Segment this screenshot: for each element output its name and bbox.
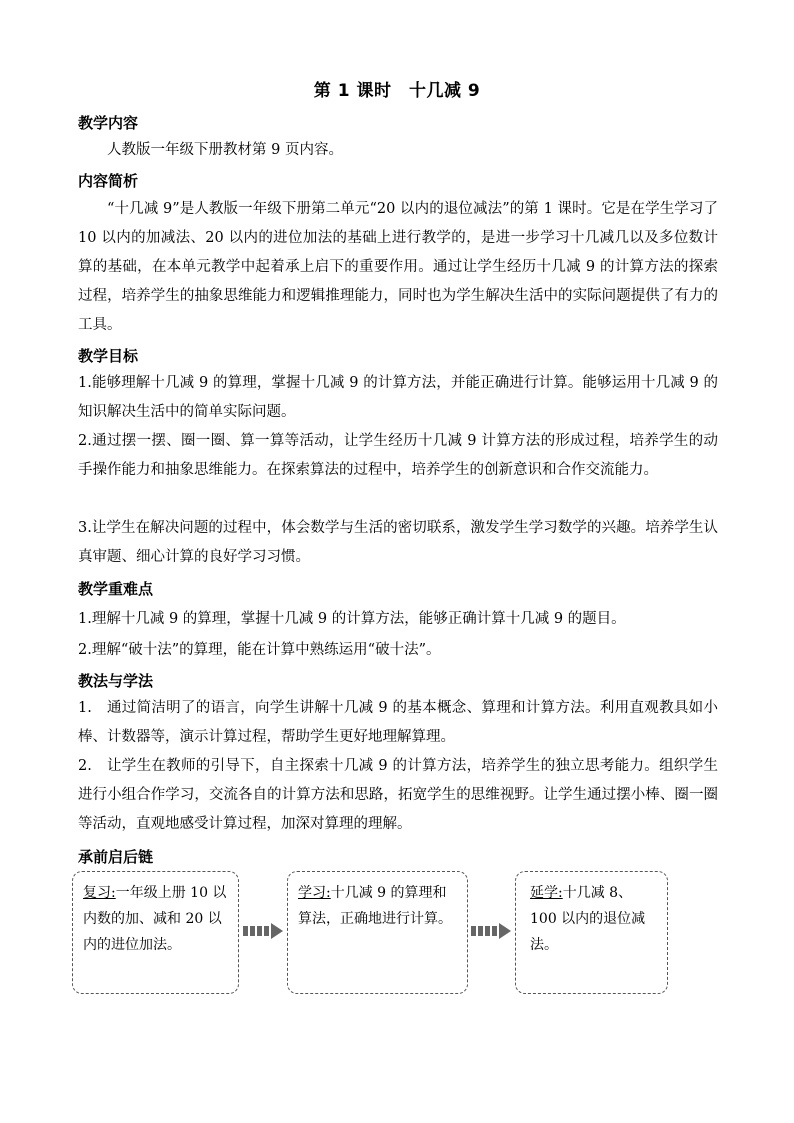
method-item-1: 1. 通过简洁明了的语言，向学生讲解十几减 9 的基本概念、算理和计算方法。利用直观教具如小棒、计数器等，演示计算过程，帮助学生更好地理解算理。 <box>78 700 718 745</box>
review-label: 复习: <box>83 885 116 901</box>
heading-methods: 教法与学法 <box>78 672 154 690</box>
extend-text: 十几减 8、100 以内的退位减法。 <box>530 885 646 953</box>
goal-item-2: 2.通过摆一摆、圈一圈、算一算等活动，让学生经历十几减 9 计算方法的形成过程，培养学生的动手操作能力和抽象思维能力。在探索算法的过程中，培养学生的创新意识和合作交流能力。 <box>78 433 718 478</box>
heading-analysis: 内容简析 <box>78 172 139 190</box>
link-box-review <box>72 871 239 994</box>
key-point-1: 1.理解十几减 9 的算理，掌握十几减 9 的计算方法，能够正确计算十几减 9 的题目。 <box>78 611 626 627</box>
extend-label: 延学: <box>530 885 563 901</box>
arrow-icon <box>243 923 287 939</box>
method-item-2: 2. 让学生在教师的引导下，自主探索十几减 9 的计算方法，培养学生的独立思考能力。组织学生进行小组合作学习，交流各自的计算方法和思路，拓宽学生的思维视野。让学生通过摆小棒、圈一圈等活动，直观地感受计算过程，加深对算理的理解。 <box>78 758 718 832</box>
arrow-icon <box>471 923 515 939</box>
learn-label: 学习: <box>298 885 331 901</box>
analysis-text: “十几减 9”是人教版一年级下册第二单元“20 以内的退位减法”的第 1 课时。它是在学生学习了 10 以内的加减法、20 以内的进位加法的基础上进行教学的，是进一步学习十几减几以及多位数计算的基础，在本单元教学中起着承上启下的重要作用。通过让学生经历十几减 9 的计算方法的探索过程，培养学生的抽象思维能力和逻辑推理能力，同时也为学生解决生活中的实际问题提供了有力的工具。 <box>78 201 718 333</box>
goal-item-3: 3.让学生在解决问题的过程中，体会数学与生活的密切联系，激发学生学习数学的兴趣。培养学生认真审题、细心计算的良好学习习惯。 <box>78 520 718 565</box>
page-title: 第 1 课时 十几减 9 <box>313 81 481 101</box>
link-box-extend <box>515 871 668 994</box>
goal-item-1: 1.能够理解十几减 9 的算理，掌握十几减 9 的计算方法，并能正确进行计算。能够运用十几减 9 的知识解决生活中的简单实际问题。 <box>78 375 718 420</box>
heading-key-points: 教学重难点 <box>78 580 154 598</box>
learn-text: 十几减 9 的算理和算法，正确地进行计算。 <box>298 885 452 927</box>
content-text: 人教版一年级下册教材第 9 页内容。 <box>107 142 343 158</box>
review-text: 一年级上册 10 以内数的加、减和 20 以内的进位加法。 <box>83 885 227 953</box>
heading-links: 承前启后链 <box>78 848 154 866</box>
link-box-learn <box>287 871 468 994</box>
key-point-2: 2.理解“破十法”的算理，能在计算中熟练运用“破十法”。 <box>78 642 441 658</box>
heading-goals: 教学目标 <box>78 347 139 365</box>
heading-content: 教学内容 <box>78 114 139 132</box>
